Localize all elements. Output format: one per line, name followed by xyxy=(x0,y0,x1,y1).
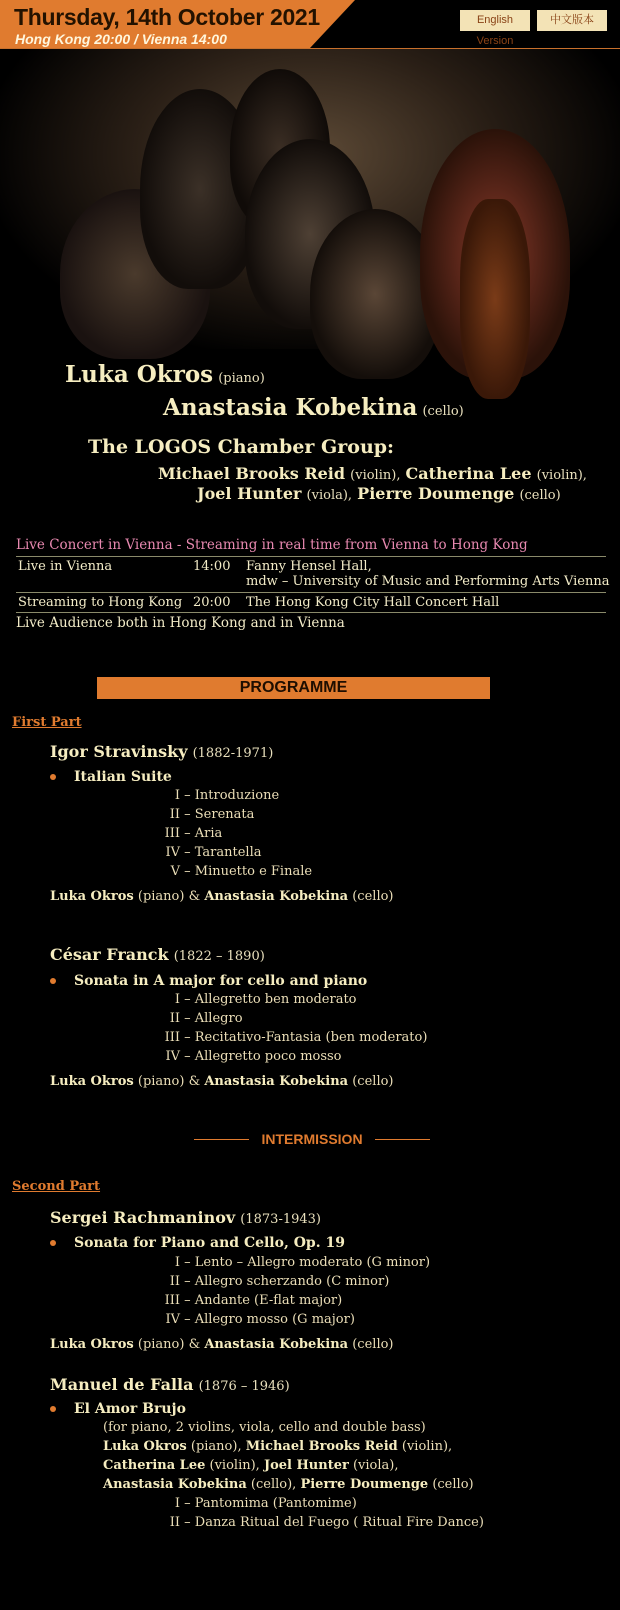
intermission-label: INTERMISSION xyxy=(261,1131,363,1147)
bullet-icon xyxy=(50,978,56,984)
member-name: Joel Hunter xyxy=(197,484,302,503)
member-name: Pierre Doumenge xyxy=(357,484,515,503)
table-divider xyxy=(16,556,606,557)
movement: III – Aria xyxy=(164,826,223,841)
work-title: El Amor Brujo xyxy=(74,1401,186,1417)
instrumentation-note: (for piano, 2 violins, viola, cello and double bass) xyxy=(103,1420,426,1435)
performers-line: Catherina Lee (violin), Joel Hunter (viola), xyxy=(103,1458,399,1473)
composer-line xyxy=(50,945,265,964)
composer-line xyxy=(50,1375,290,1394)
movement: I – Lento – Allegro moderato (G minor) xyxy=(174,1255,431,1270)
performers-line: Anastasia Kobekina (cello), Pierre Doumenge (cello) xyxy=(103,1477,474,1492)
bullet-icon xyxy=(50,1406,56,1412)
work-title-line xyxy=(50,1232,345,1251)
member-instrument: (violin), xyxy=(536,468,587,483)
row-time: 20:00 xyxy=(193,595,231,610)
event-date: Thursday, 14th October 2021 xyxy=(14,4,320,30)
movement: IV – Tarantella xyxy=(165,845,262,860)
row-time: 14:00 xyxy=(193,559,231,574)
movement: III – Recitativo-Fantasia (ben moderato) xyxy=(164,1030,428,1045)
soloist-line xyxy=(163,394,464,421)
row-label: Live in Vienna xyxy=(18,559,113,574)
soloist-instrument: (piano) xyxy=(218,371,265,386)
table-divider xyxy=(16,592,606,593)
composer-name: Igor Stravinsky xyxy=(50,742,188,761)
row-venue-detail: mdw – University of Music and Performing Arts Vienna xyxy=(246,574,610,589)
cello-instrument xyxy=(460,199,530,399)
composer-years: (1822 – 1890) xyxy=(173,949,265,964)
performers-line: Luka Okros (piano) & Anastasia Kobekina (cello) xyxy=(50,1337,394,1352)
movement: IV – Allegro mosso (G major) xyxy=(165,1312,355,1327)
member-instrument: (cello) xyxy=(519,488,561,503)
event-times: Hong Kong 20:00 / Vienna 14:00 xyxy=(15,31,227,47)
work-title-line xyxy=(50,766,172,785)
row-venue: Fanny Hensel Hall, xyxy=(246,559,372,574)
header-bar xyxy=(0,0,620,49)
movement: IV – Allegretto poco mosso xyxy=(165,1049,342,1064)
movement: II – Danza Ritual del Fuego ( Ritual Fire Dance) xyxy=(169,1515,484,1530)
table-divider xyxy=(16,612,606,613)
divider-line xyxy=(375,1139,430,1140)
work-title-line xyxy=(50,970,367,989)
divider-line xyxy=(194,1139,249,1140)
bullet-icon xyxy=(50,1240,56,1246)
composer-line xyxy=(50,1208,321,1227)
programme-heading: PROGRAMME xyxy=(97,677,490,699)
movement: II – Allegro scherzando (C minor) xyxy=(169,1274,390,1289)
performers-line: Luka Okros (piano), Michael Brooks Reid (violin), xyxy=(103,1439,453,1454)
audience-note: Live Audience both in Hong Kong and in Vienna xyxy=(16,615,345,631)
ensemble-members xyxy=(158,464,587,483)
member-name: Catherina Lee xyxy=(405,464,532,483)
soloist-instrument: (cello) xyxy=(422,404,464,419)
composer-years: (1876 – 1946) xyxy=(198,1379,290,1394)
first-part-heading: First Part xyxy=(12,715,82,730)
member-instrument: (viola), xyxy=(306,488,353,503)
performers-line: Luka Okros (piano) & Anastasia Kobekina (cello) xyxy=(50,1074,394,1089)
chinese-version-button[interactable]: 中文版本 xyxy=(537,10,607,31)
english-version-button[interactable]: English Version xyxy=(460,10,530,31)
intermission-divider xyxy=(194,1130,430,1148)
member-instrument: (violin), xyxy=(350,468,401,483)
work-title: Italian Suite xyxy=(74,769,172,785)
movement: II – Serenata xyxy=(169,807,255,822)
ensemble-name: The LOGOS Chamber Group: xyxy=(88,436,395,458)
soloist-line xyxy=(65,361,265,388)
work-title-line xyxy=(50,1398,186,1417)
movement: I – Pantomima (Pantomime) xyxy=(174,1496,357,1511)
work-title: Sonata in A major for cello and piano xyxy=(74,973,368,989)
member-name: Michael Brooks Reid xyxy=(158,464,346,483)
movement: II – Allegro xyxy=(169,1011,243,1026)
ensemble-members xyxy=(197,484,561,503)
performers-line: Luka Okros (piano) & Anastasia Kobekina (cello) xyxy=(50,889,394,904)
composer-years: (1882-1971) xyxy=(192,746,274,761)
streaming-banner: Live Concert in Vienna - Streaming in real time from Vienna to Hong Kong xyxy=(16,537,528,553)
row-label: Streaming to Hong Kong xyxy=(18,595,183,610)
movement: I – Introduzione xyxy=(174,788,280,803)
movement: V – Minuetto e Finale xyxy=(170,864,313,879)
row-venue: The Hong Kong City Hall Concert Hall xyxy=(246,595,500,610)
composer-line xyxy=(50,742,273,761)
work-title: Sonata for Piano and Cello, Op. 19 xyxy=(74,1235,345,1251)
composer-name: César Franck xyxy=(50,945,169,964)
composer-years: (1873-1943) xyxy=(240,1212,322,1227)
movement: I – Allegretto ben moderato xyxy=(174,992,357,1007)
composer-name: Sergei Rachmaninov xyxy=(50,1208,236,1227)
second-part-heading: Second Part xyxy=(12,1179,101,1194)
composer-name: Manuel de Falla xyxy=(50,1375,194,1394)
movement: III – Andante (E-flat major) xyxy=(164,1293,343,1308)
soloist-name: Luka Okros xyxy=(65,361,214,388)
soloist-name: Anastasia Kobekina xyxy=(163,394,418,421)
musicians-photo xyxy=(0,49,620,349)
bullet-icon xyxy=(50,774,56,780)
